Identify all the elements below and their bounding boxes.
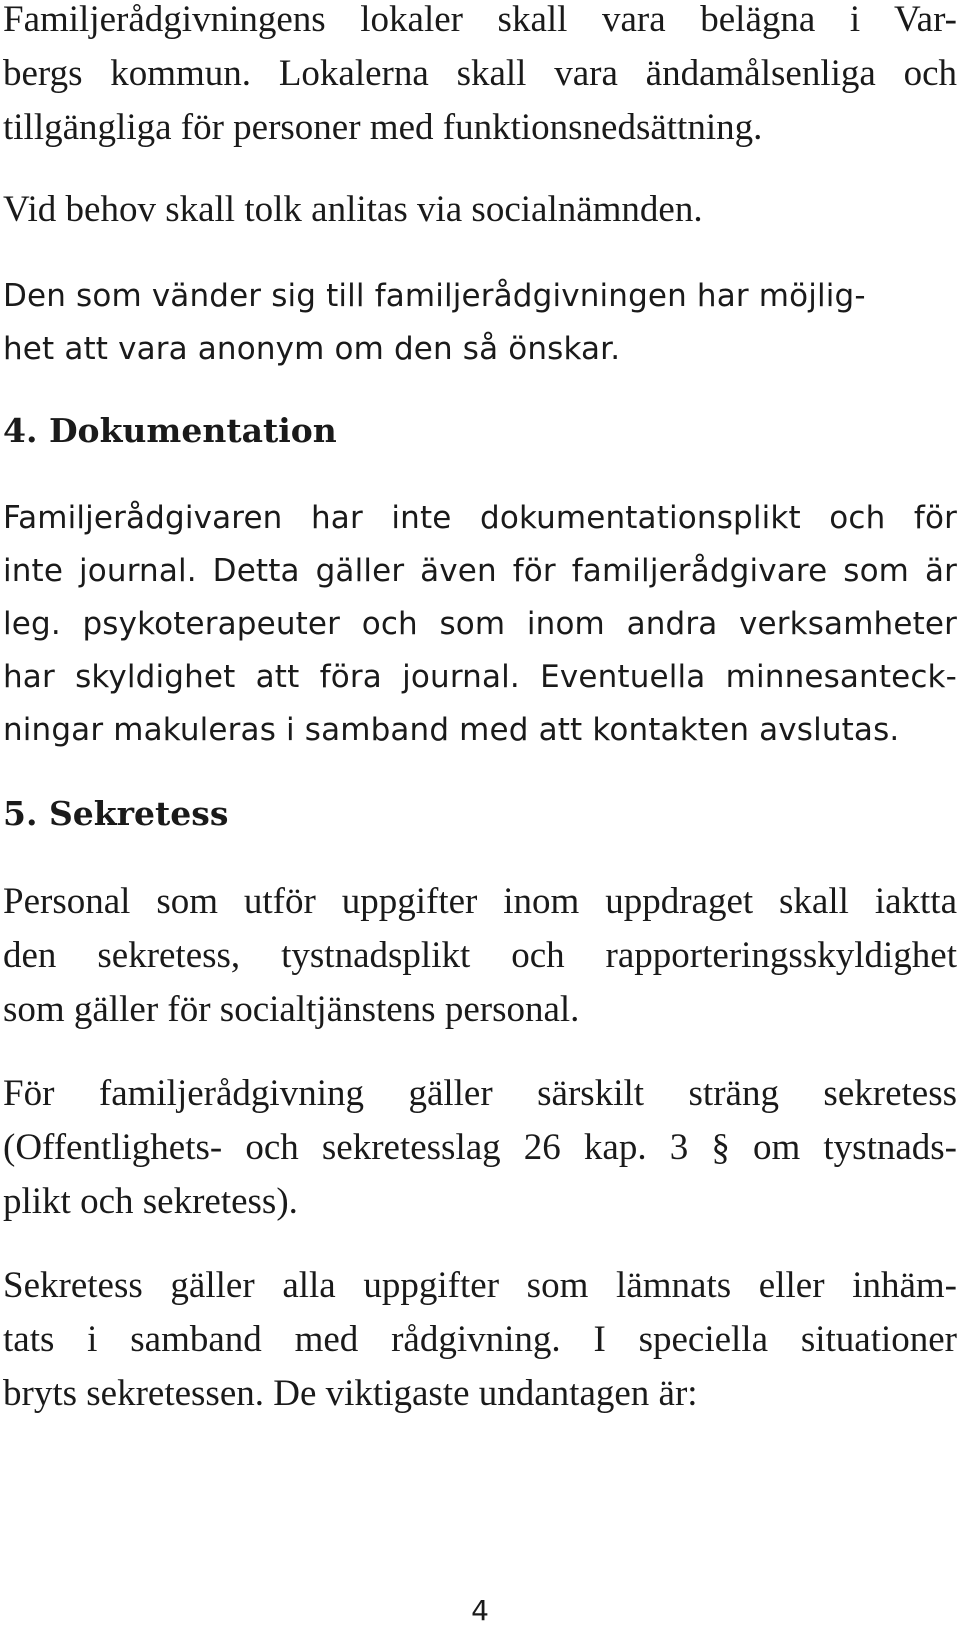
text-line: plikt och sekretess). xyxy=(3,1181,298,1222)
text-line: inte journal. Detta gäller även för familjerådgivare som är xyxy=(3,553,957,589)
text-line: Familjerådgivningens lokaler skall vara belägna i Var- xyxy=(3,0,957,40)
text-line: het att vara anonym om den så önskar. xyxy=(3,331,621,367)
text-line: tillgängliga för personer med funktionsnedsättning. xyxy=(3,107,763,148)
page-number: 4 xyxy=(471,1594,489,1627)
text-line: För familjerådgivning gäller särskilt sträng sekretess xyxy=(3,1073,957,1114)
text-line: tats i samband med rådgivning. I speciella situationer xyxy=(3,1319,957,1360)
text-line: Personal som utför uppgifter inom uppdraget skall iaktta xyxy=(3,881,957,922)
text-line: Familjerådgivaren har inte dokumentationsplikt och för xyxy=(3,500,957,536)
text-line: (Offentlighets- och sekretesslag 26 kap. 3 § om tystnads- xyxy=(3,1127,957,1168)
text-line: den sekretess, tystnadsplikt och rapporteringsskyldighet xyxy=(3,935,957,976)
text-line: leg. psykoterapeuter och som inom andra verksamheter xyxy=(3,606,957,642)
text-line: Sekretess gäller alla uppgifter som lämnats eller inhäm- xyxy=(3,1265,957,1306)
text-line: har skyldighet att föra journal. Eventuella minnesanteck- xyxy=(3,659,957,695)
text-line: som gäller för socialtjänstens personal. xyxy=(3,989,580,1030)
text-line: bergs kommun. Lokalerna skall vara ändamålsenliga och xyxy=(3,53,957,94)
section-heading-dokumentation: 4. Dokumentation xyxy=(3,411,337,450)
section-heading-sekretess: 5. Sekretess xyxy=(3,794,229,833)
text-line: ningar makuleras i samband med att kontakten avslutas. xyxy=(3,712,900,748)
text-line: Vid behov skall tolk anlitas via socialnämnden. xyxy=(3,189,703,230)
text-line: bryts sekretessen. De viktigaste undantagen är: xyxy=(3,1373,698,1414)
text-line: Den som vänder sig till familjerådgivningen har möjlig- xyxy=(3,278,866,314)
